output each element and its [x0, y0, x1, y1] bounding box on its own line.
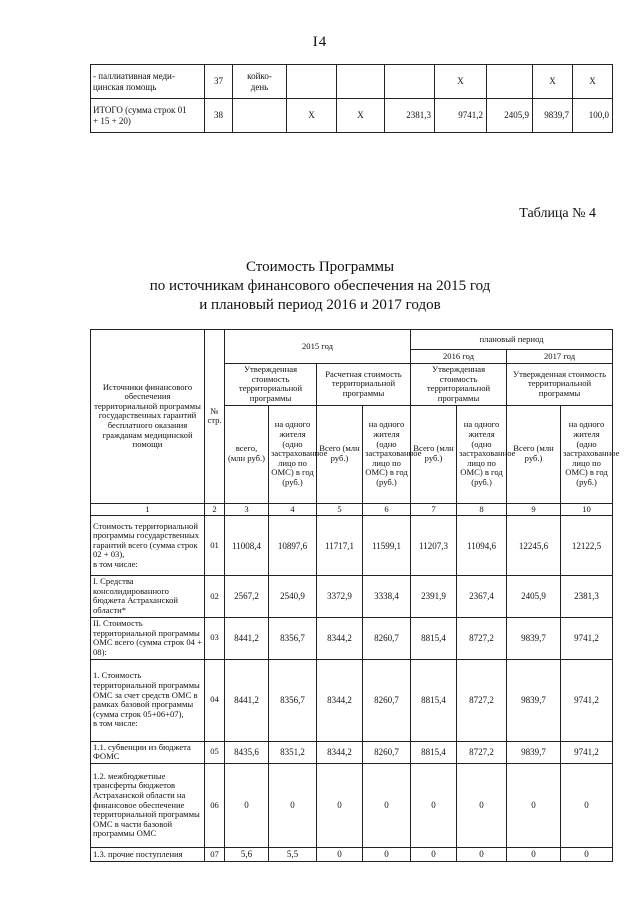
value-cell: 0 — [507, 763, 561, 847]
column-number: 2 — [205, 503, 225, 516]
table-row — [91, 617, 613, 659]
table-row — [91, 576, 613, 618]
value-cell: 9839,7 — [507, 659, 561, 741]
table-cell: 9839,7 — [533, 99, 573, 133]
continued-table — [90, 64, 613, 133]
value-cell: 8441,2 — [225, 617, 269, 659]
value-cell: 12122,5 — [561, 516, 613, 576]
value-cell: 2567,2 — [225, 576, 269, 618]
table-cell: 2405,9 — [487, 99, 533, 133]
table-cell — [337, 65, 385, 99]
value-cell: 8727,2 — [457, 617, 507, 659]
header-total: Всего (млн руб.) — [507, 405, 561, 503]
header-row — [91, 330, 613, 350]
unit-cell: койко- день — [233, 65, 287, 99]
value-cell: 5,6 — [225, 847, 269, 861]
value-cell: 2391,9 — [411, 576, 457, 618]
table-row — [91, 65, 613, 99]
table-row — [91, 847, 613, 861]
value-cell: 11207,3 — [411, 516, 457, 576]
value-cell: 8260,7 — [363, 741, 411, 763]
table-cell: X — [337, 99, 385, 133]
value-cell: 0 — [225, 763, 269, 847]
value-cell: 11008,4 — [225, 516, 269, 576]
header-estimated-cost: Расчетная стоимость территориальной программы — [317, 364, 411, 406]
value-cell: 0 — [507, 847, 561, 861]
value-cell: 8441,2 — [225, 659, 269, 741]
column-number: 9 — [507, 503, 561, 516]
value-cell: 3372,9 — [317, 576, 363, 618]
header-per-resident: на одного жителя (одно застрахованное лицо по ОМС) в год (руб.) — [561, 405, 613, 503]
header-2016: 2016 год — [411, 350, 507, 364]
title-line: Стоимость Программы — [245, 259, 395, 275]
value-cell: 0 — [363, 763, 411, 847]
value-cell: 8260,7 — [363, 617, 411, 659]
value-cell: 12245,6 — [507, 516, 561, 576]
header-per-resident: на одного жителя (одно застрахованное лицо по ОМС) в год (руб.) — [457, 405, 507, 503]
row-number: 01 — [205, 516, 225, 576]
table-row — [91, 99, 613, 133]
value-cell: 11717,1 — [317, 516, 363, 576]
value-cell: 9839,7 — [507, 741, 561, 763]
column-number: 4 — [269, 503, 317, 516]
column-number: 10 — [561, 503, 613, 516]
row-name: ИТОГО (сумма строк 01 + 15 + 20) — [91, 99, 205, 133]
column-number-row — [91, 503, 613, 516]
table-row — [91, 763, 613, 847]
value-cell: 0 — [269, 763, 317, 847]
header-total: Всего (млн руб.) — [317, 405, 363, 503]
header-approved-cost: Утвержденная стоимость территориальной программы — [225, 364, 317, 406]
column-number: 5 — [317, 503, 363, 516]
value-cell: 0 — [561, 847, 613, 861]
header-per-resident: на одного жителя (одно застрахованное лицо по ОМС) в год (руб.) — [269, 405, 317, 503]
value-cell: 3338,4 — [363, 576, 411, 618]
row-number: 38 — [205, 99, 233, 133]
value-cell: 0 — [457, 763, 507, 847]
value-cell: 8435,6 — [225, 741, 269, 763]
value-cell: 2405,9 — [507, 576, 561, 618]
header-per-resident: на одного жителя (одно застрахованное лицо по ОМС) в год (руб.) — [363, 405, 411, 503]
value-cell: 11094,6 — [457, 516, 507, 576]
value-cell: 0 — [561, 763, 613, 847]
header-approved-cost-2017: Утвержденная стоимость территориальной программы — [507, 364, 613, 406]
value-cell: 8356,7 — [269, 659, 317, 741]
value-cell: 0 — [411, 763, 457, 847]
header-total: Всего (млн руб.) — [411, 405, 457, 503]
value-cell: 2540,9 — [269, 576, 317, 618]
row-name: II. Стоимость территориальной программы ОМС всего (сумма строк 04 + 08): — [91, 617, 205, 659]
row-number: 02 — [205, 576, 225, 618]
column-number: 7 — [411, 503, 457, 516]
title-line: и плановый период 2016 и 2017 годов — [199, 297, 441, 313]
row-number: 04 — [205, 659, 225, 741]
table-row — [91, 741, 613, 763]
header-sources: Источники финансового обеспечения территориальной программы государственных гарантий бесплатного оказания гражданам медицинской помощи — [91, 330, 205, 504]
header-planned-period: плановый период — [411, 330, 613, 350]
row-name: 1.1. субвенции из бюджета ФОМС — [91, 741, 205, 763]
row-name: - паллиативная меди- цинская помощь — [91, 65, 205, 99]
value-cell: 9741,2 — [561, 741, 613, 763]
table-cell — [287, 65, 337, 99]
value-cell: 8815,4 — [411, 617, 457, 659]
document-title — [0, 258, 640, 315]
value-cell: 8260,7 — [363, 659, 411, 741]
value-cell: 11599,1 — [363, 516, 411, 576]
header-2015: 2015 год — [225, 330, 411, 364]
table-cell: X — [533, 65, 573, 99]
header-row-no: № стр. — [205, 330, 225, 504]
value-cell: 8351,2 — [269, 741, 317, 763]
row-number: 05 — [205, 741, 225, 763]
column-number: 3 — [225, 503, 269, 516]
table-number: Таблица № 4 — [519, 206, 596, 221]
row-name: 1.2. межбюджетные трансферты бюджетов Астраханской области на финансовое обеспечение территориальной программы ОМС в части базовой программы ОМС — [91, 763, 205, 847]
row-name: Стоимость территориальной программы государственных гарантий всего (сумма строк 02 + 03), в том числе: — [91, 516, 205, 576]
column-number: 8 — [457, 503, 507, 516]
value-cell: 10897,6 — [269, 516, 317, 576]
value-cell: 2381,3 — [561, 576, 613, 618]
row-name: 1. Стоимость территориальной программы ОМС за счет средств ОМС в рамках базовой программы (сумма строк 05+06+07), в том числе: — [91, 659, 205, 741]
table-cell: 9741,2 — [435, 99, 487, 133]
table-cell — [385, 65, 435, 99]
value-cell: 0 — [411, 847, 457, 861]
title-line: по источникам финансового обеспечения на 2015 год — [149, 278, 491, 294]
header-approved-cost-2016: Утвержденная стоимость территориальной программы — [411, 364, 507, 406]
value-cell: 9839,7 — [507, 617, 561, 659]
unit-cell — [233, 99, 287, 133]
value-cell: 9741,2 — [561, 659, 613, 741]
column-number: 1 — [91, 503, 205, 516]
program-cost-table — [90, 329, 620, 862]
table-cell: 100,0 — [573, 99, 613, 133]
value-cell: 0 — [363, 847, 411, 861]
table-cell — [487, 65, 533, 99]
row-number: 06 — [205, 763, 225, 847]
header-2017: 2017 год — [507, 350, 613, 364]
value-cell: 8727,2 — [457, 659, 507, 741]
table-row — [91, 659, 613, 741]
row-name: 1.3. прочие поступления — [91, 847, 205, 861]
value-cell: 9741,2 — [561, 617, 613, 659]
value-cell: 8356,7 — [269, 617, 317, 659]
page-number: I4 — [312, 34, 328, 50]
table-cell: X — [435, 65, 487, 99]
value-cell: 0 — [457, 847, 507, 861]
value-cell: 8815,4 — [411, 659, 457, 741]
value-cell: 8344,2 — [317, 617, 363, 659]
value-cell: 0 — [317, 763, 363, 847]
row-name: I. Средства консолидированного бюджета Астраханской области* — [91, 576, 205, 618]
row-number: 03 — [205, 617, 225, 659]
header-total: всего, (млн руб.) — [225, 405, 269, 503]
table-row — [91, 516, 613, 576]
table-cell: X — [287, 99, 337, 133]
value-cell: 8344,2 — [317, 741, 363, 763]
row-number: 37 — [205, 65, 233, 99]
column-number: 6 — [363, 503, 411, 516]
value-cell: 8815,4 — [411, 741, 457, 763]
value-cell: 0 — [317, 847, 363, 861]
value-cell: 8727,2 — [457, 741, 507, 763]
table-cell: 2381,3 — [385, 99, 435, 133]
value-cell: 2367,4 — [457, 576, 507, 618]
value-cell: 5,5 — [269, 847, 317, 861]
table-cell: X — [573, 65, 613, 99]
row-number: 07 — [205, 847, 225, 861]
value-cell: 8344,2 — [317, 659, 363, 741]
